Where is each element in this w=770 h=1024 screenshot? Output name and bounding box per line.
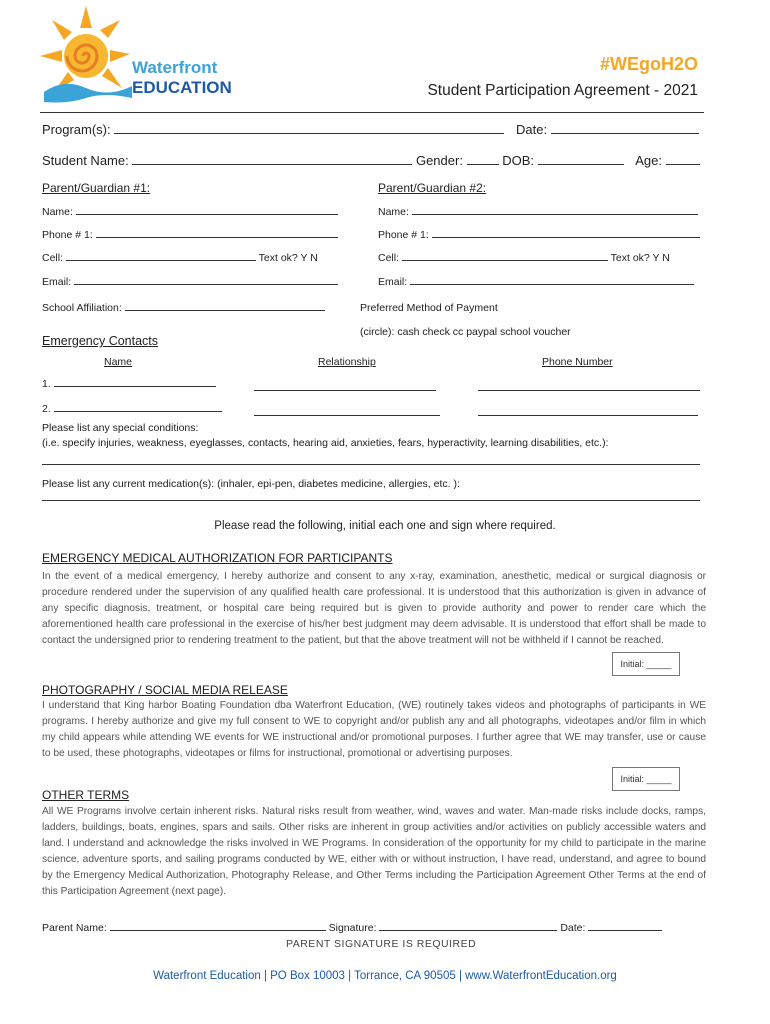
age-field[interactable] xyxy=(666,164,700,165)
p2-textok[interactable]: Text ok? Y N xyxy=(610,252,670,264)
col-relationship-header: Relationship xyxy=(318,356,376,368)
signature-row xyxy=(42,922,662,934)
emergency-row xyxy=(42,403,222,415)
conditions-label: Please list any special conditions: xyxy=(42,422,199,434)
p1-name-label: Name: xyxy=(42,206,73,218)
school-label: School Affiliation: xyxy=(42,302,122,314)
medical-authorization-heading: EMERGENCY MEDICAL AUTHORIZATION FOR PARTICIPANTS xyxy=(42,551,393,565)
student-name-field[interactable] xyxy=(132,164,412,165)
p2-cell-field[interactable] xyxy=(402,260,608,261)
payment-options[interactable]: (circle): cash check cc paypal school voucher xyxy=(360,326,571,338)
p1-phone-label: Phone # 1: xyxy=(42,229,93,241)
gender-label: Gender: xyxy=(415,153,463,168)
sign-date-field[interactable] xyxy=(588,930,662,931)
p1-phone-field[interactable] xyxy=(96,237,338,238)
p1-cell-field[interactable] xyxy=(66,260,256,261)
p1-email-row xyxy=(42,276,338,288)
p1-email-label: Email: xyxy=(42,276,72,288)
programs-row xyxy=(42,122,504,137)
contact1-name-field[interactable] xyxy=(54,386,216,387)
photography-release-text: I understand that King harbor Boating Foundation dba Waterfront Education, (WE) routinely takes videos and photographs of participants in WE programs. I hereby authorize and give my full consent to WE to copyright and/or publish any and all photographs, videotapes and/or film in which my child appears while attending WE events for WE instructional and/or promotional purposes. I further agree that WE may transfer, use or cause to be used, these photographs, videotapes or films for instructional, promotional or advertising purposes. xyxy=(42,700,706,759)
p2-name-row xyxy=(378,206,698,218)
date-label: Date: xyxy=(516,122,548,137)
student-name-label: Student Name: xyxy=(42,153,129,168)
programs-field[interactable] xyxy=(114,133,504,134)
school-field[interactable] xyxy=(125,310,325,311)
p1-cell-label: Cell: xyxy=(42,252,64,264)
p1-textok[interactable]: Text ok? Y N xyxy=(258,252,318,264)
p1-phone-row xyxy=(42,229,338,241)
medical-initial-box[interactable]: Initial: _____ xyxy=(612,652,680,676)
col-name-header: Name xyxy=(104,356,133,368)
photo-initial-box[interactable]: Initial: _____ xyxy=(612,767,680,791)
medications-field[interactable] xyxy=(42,490,700,501)
conditions-hint: (i.e. specify injuries, weakness, eyeglasses, contacts, hearing aid, anxieties, fears, hyperactivity, learning disabilities, etc.): xyxy=(42,437,609,449)
p1-cell-row xyxy=(42,252,318,264)
date-row xyxy=(516,122,699,137)
logo-waterfront-text: Waterfront xyxy=(132,58,218,77)
payment-label: Preferred Method of Payment xyxy=(360,302,498,314)
p1-email-field[interactable] xyxy=(74,284,338,285)
logo-education-text: EDUCATION xyxy=(132,78,232,97)
contact1-relationship-field[interactable] xyxy=(254,378,436,391)
p2-email-field[interactable] xyxy=(410,284,694,285)
logo xyxy=(34,6,244,106)
title-rule xyxy=(40,112,704,113)
contact2-phone-field[interactable] xyxy=(478,403,698,416)
school-row xyxy=(42,302,325,314)
footer-contact: Waterfront Education | PO Box 10003 | Torrance, CA 90505 | www.WaterfrontEducation.org xyxy=(153,970,617,982)
date-field[interactable] xyxy=(551,133,699,134)
programs-label: Program(s): xyxy=(42,122,111,137)
dob-label: DOB: xyxy=(502,153,534,168)
p2-email-label: Email: xyxy=(378,276,408,288)
parent-name-field[interactable] xyxy=(110,930,326,931)
signature-field[interactable] xyxy=(379,930,557,931)
signature-label: Signature: xyxy=(328,922,377,934)
parent2-heading: Parent/Guardian #2: xyxy=(378,181,487,195)
other-terms-text: All WE Programs involve certain inherent risks. Natural risks result from weather, wind, waves and water. Man-made risks include docks, ramps, ladders, buildings, boats, engines, spars and sails. Other risks are inherent in group activities and/or activities on publicly accessible waters and land. I understand and acknowledge the risks involved in WE Programs. In consideration of the opportunity for my child to participate in the marine science, adventure sports, and sailing programs conducted by WE, either with or without instruction, I have read, understand, and agree to bound by the Emergency Medical Authorization, Photography Release, and Other Terms including the Participation Agreement Other Terms at the end of this Participation Agreement (next page). xyxy=(42,806,706,897)
p2-cell-row xyxy=(378,252,670,264)
contact2-name-field[interactable] xyxy=(54,411,222,412)
signature-required-note: PARENT SIGNATURE IS REQUIRED xyxy=(286,938,477,950)
sun-wave-logo-icon xyxy=(34,6,144,106)
contact2-relationship-field[interactable] xyxy=(254,403,440,416)
parent-name-label: Parent Name: xyxy=(42,922,107,934)
p1-name-row xyxy=(42,206,338,218)
contact1-phone-field[interactable] xyxy=(478,378,700,391)
hashtag: #WEgoH2O xyxy=(599,54,698,74)
medications-label: Please list any current medication(s): (inhaler, epi-pen, diabetes medicine, allergies, etc. ): xyxy=(42,478,460,490)
p2-phone-field[interactable] xyxy=(432,237,700,238)
dob-field[interactable] xyxy=(538,164,624,165)
age-label: Age: xyxy=(635,153,662,168)
p2-cell-label: Cell: xyxy=(378,252,400,264)
medical-authorization-text: In the event of a medical emergency, I hereby authorize and consent to any x-ray, examination, anesthetic, medical or surgical diagnosis or procedure rendered under the supervision of any qualified health care professional. It is understood that this authorization is given in advance of any specific diagnosis, treatment, or hospital care being required but is given to provide authority and power to render care which the aforementioned health care professional in the exercise of his/her best judgment may deem advisable. It is understood that effort shall be made to contact the undersigned prior to rendering treatment to the patient, but that the above treatment will not be withheld if I cannot be reached. xyxy=(42,571,706,646)
row-number: 2. xyxy=(42,403,51,415)
p1-name-field[interactable] xyxy=(76,214,338,215)
p2-name-label: Name: xyxy=(378,206,409,218)
student-row xyxy=(42,153,700,168)
gender-field[interactable] xyxy=(467,164,499,165)
p2-phone-label: Phone # 1: xyxy=(378,229,429,241)
p2-name-field[interactable] xyxy=(412,214,698,215)
emergency-row xyxy=(42,378,216,390)
p2-email-row xyxy=(378,276,694,288)
page-title: Student Participation Agreement - 2021 xyxy=(427,82,698,99)
instructions: Please read the following, initial each one and sign where required. xyxy=(214,520,556,532)
col-phone-header: Phone Number xyxy=(542,356,613,368)
emergency-contacts-heading: Emergency Contacts xyxy=(42,334,159,348)
other-terms-heading: OTHER TERMS xyxy=(42,788,130,802)
conditions-field[interactable] xyxy=(42,454,700,465)
sign-date-label: Date: xyxy=(560,922,586,934)
row-number: 1. xyxy=(42,378,51,390)
p2-phone-row xyxy=(378,229,700,241)
parent1-heading: Parent/Guardian #1: xyxy=(42,181,151,195)
photography-release-heading: PHOTOGRAPHY / SOCIAL MEDIA RELEASE xyxy=(42,683,288,697)
